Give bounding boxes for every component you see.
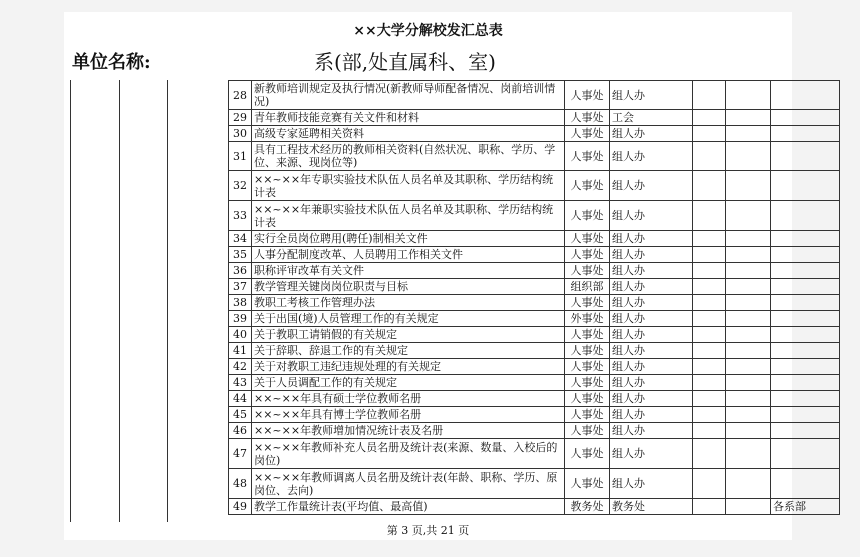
- responsible-unit-cell: 组人办: [610, 81, 693, 110]
- table-row: [229, 311, 840, 327]
- extra-cell-1: [693, 201, 726, 231]
- responsible-unit-cell: 教务处: [610, 499, 693, 515]
- extra-cell-1: [693, 231, 726, 247]
- table-row: [229, 327, 840, 343]
- table-row: [229, 343, 840, 359]
- extra-cell-2: [726, 81, 771, 110]
- extra-cell-3: [771, 375, 840, 391]
- extra-cell-1: [693, 295, 726, 311]
- unit-name-label: 单位名称:: [72, 52, 151, 73]
- document-name-cell: ××~××年专职实验技术队伍人员名单及其职称、学历结构统计表: [252, 171, 565, 201]
- lead-department-cell: 人事处: [565, 343, 610, 359]
- extra-cell-2: [726, 295, 771, 311]
- lead-department-cell: 人事处: [565, 391, 610, 407]
- lead-department-cell: 人事处: [565, 171, 610, 201]
- row-number-cell: 45: [229, 407, 252, 423]
- extra-cell-1: [693, 391, 726, 407]
- responsible-unit-cell: 组人办: [610, 359, 693, 375]
- responsible-unit-cell: 组人办: [610, 343, 693, 359]
- responsible-unit-cell: 工会: [610, 110, 693, 126]
- document-name-cell: ××~××年教师补充人员名册及统计表(来源、数量、入校后的岗位): [252, 439, 565, 469]
- responsible-unit-cell: 组人办: [610, 391, 693, 407]
- row-number-cell: 40: [229, 327, 252, 343]
- responsible-unit-cell: 组人办: [610, 439, 693, 469]
- extra-cell-1: [693, 81, 726, 110]
- responsible-unit-cell: 组人办: [610, 171, 693, 201]
- extra-cell-1: [693, 469, 726, 499]
- extra-cell-2: [726, 263, 771, 279]
- extra-cell-1: [693, 126, 726, 142]
- extra-cell-3: [771, 110, 840, 126]
- responsible-unit-cell: 组人办: [610, 142, 693, 171]
- table-row: [229, 110, 840, 126]
- extra-cell-1: [693, 359, 726, 375]
- document-name-cell: 人事分配制度改革、人员聘用工作相关文件: [252, 247, 565, 263]
- lead-department-cell: 人事处: [565, 327, 610, 343]
- extra-cell-3: [771, 469, 840, 499]
- extra-cell-3: [771, 126, 840, 142]
- extra-cell-2: [726, 110, 771, 126]
- extra-cell-2: [726, 231, 771, 247]
- row-number-cell: 38: [229, 295, 252, 311]
- extra-cell-2: [726, 171, 771, 201]
- table-row: [229, 469, 840, 499]
- extra-cell-3: [771, 327, 840, 343]
- extra-cell-3: [771, 81, 840, 110]
- lead-department-cell: 人事处: [565, 375, 610, 391]
- summary-table: [228, 80, 840, 515]
- row-number-cell: 49: [229, 499, 252, 515]
- unit-name-value: 系(部,处直属科、室): [314, 50, 496, 74]
- extra-cell-2: [726, 375, 771, 391]
- lead-department-cell: 人事处: [565, 110, 610, 126]
- table-row: [229, 263, 840, 279]
- extra-cell-1: [693, 279, 726, 295]
- extra-cell-3: [771, 311, 840, 327]
- responsible-unit-cell: 组人办: [610, 311, 693, 327]
- lead-department-cell: 人事处: [565, 407, 610, 423]
- extra-cell-2: [726, 439, 771, 469]
- extra-cell-3: [771, 423, 840, 439]
- extra-cell-1: [693, 423, 726, 439]
- lead-department-cell: 人事处: [565, 295, 610, 311]
- document-name-cell: 高级专家延聘相关资料: [252, 126, 565, 142]
- document-name-cell: ××~××年教师调离人员名册及统计表(年龄、职称、学历、原岗位、去向): [252, 469, 565, 499]
- row-number-cell: 37: [229, 279, 252, 295]
- table-row: [229, 142, 840, 171]
- lead-department-cell: 人事处: [565, 142, 610, 171]
- extra-cell-3: [771, 407, 840, 423]
- document-name-cell: 新教师培训规定及执行情况(新教师导师配备情况、岗前培训情况): [252, 81, 565, 110]
- row-number-cell: 44: [229, 391, 252, 407]
- document-name-cell: ××~××年具有博士学位教师名册: [252, 407, 565, 423]
- table-row: [229, 171, 840, 201]
- lead-department-cell: 人事处: [565, 126, 610, 142]
- table-row: [229, 499, 840, 515]
- responsible-unit-cell: 组人办: [610, 279, 693, 295]
- lead-department-cell: 人事处: [565, 469, 610, 499]
- document-name-cell: 实行全员岗位聘用(聘任)制相关文件: [252, 231, 565, 247]
- extra-cell-2: [726, 391, 771, 407]
- document-name-cell: ××~××年具有硕士学位教师名册: [252, 391, 565, 407]
- row-number-cell: 39: [229, 311, 252, 327]
- page-footer: 第 3 页,共 21 页: [386, 524, 470, 537]
- row-number-cell: 35: [229, 247, 252, 263]
- extra-cell-1: [693, 327, 726, 343]
- document-name-cell: 教学管理关键岗岗位职责与目标: [252, 279, 565, 295]
- document-name-cell: ××~××年教师增加情况统计表及名册: [252, 423, 565, 439]
- extra-cell-1: [693, 171, 726, 201]
- table-row: [229, 407, 840, 423]
- extra-cell-3: [771, 343, 840, 359]
- lead-department-cell: 教务处: [565, 499, 610, 515]
- lead-department-cell: 人事处: [565, 263, 610, 279]
- row-number-cell: 30: [229, 126, 252, 142]
- extra-cell-3: [771, 439, 840, 469]
- lead-department-cell: 人事处: [565, 423, 610, 439]
- left-column-divider: [167, 80, 168, 522]
- extra-cell-3: [771, 201, 840, 231]
- row-number-cell: 42: [229, 359, 252, 375]
- row-number-cell: 36: [229, 263, 252, 279]
- row-number-cell: 28: [229, 81, 252, 110]
- row-number-cell: 46: [229, 423, 252, 439]
- responsible-unit-cell: 组人办: [610, 126, 693, 142]
- row-number-cell: 33: [229, 201, 252, 231]
- document-name-cell: ××~××年兼职实验技术队伍人员名单及其职称、学历结构统计表: [252, 201, 565, 231]
- responsible-unit-cell: 组人办: [610, 407, 693, 423]
- extra-cell-2: [726, 201, 771, 231]
- table-row: [229, 126, 840, 142]
- extra-cell-3: 各系部: [771, 499, 840, 515]
- extra-cell-3: [771, 171, 840, 201]
- lead-department-cell: 组织部: [565, 279, 610, 295]
- lead-department-cell: 人事处: [565, 201, 610, 231]
- responsible-unit-cell: 组人办: [610, 327, 693, 343]
- document-name-cell: 教学工作量统计表(平均值、最高值): [252, 499, 565, 515]
- responsible-unit-cell: 组人办: [610, 295, 693, 311]
- responsible-unit-cell: 组人办: [610, 469, 693, 499]
- row-number-cell: 48: [229, 469, 252, 499]
- extra-cell-1: [693, 407, 726, 423]
- left-columns-continuation: [70, 80, 229, 522]
- document-name-cell: 关于出国(境)人员管理工作的有关规定: [252, 311, 565, 327]
- extra-cell-2: [726, 247, 771, 263]
- extra-cell-1: [693, 439, 726, 469]
- document-name-cell: 关于教职工请销假的有关规定: [252, 327, 565, 343]
- row-number-cell: 43: [229, 375, 252, 391]
- table-row: [229, 201, 840, 231]
- responsible-unit-cell: 组人办: [610, 247, 693, 263]
- extra-cell-2: [726, 142, 771, 171]
- extra-cell-1: [693, 110, 726, 126]
- row-number-cell: 32: [229, 171, 252, 201]
- table-row: [229, 439, 840, 469]
- lead-department-cell: 人事处: [565, 247, 610, 263]
- extra-cell-2: [726, 499, 771, 515]
- extra-cell-1: [693, 142, 726, 171]
- extra-cell-1: [693, 247, 726, 263]
- lead-department-cell: 人事处: [565, 81, 610, 110]
- extra-cell-2: [726, 327, 771, 343]
- table-row: [229, 81, 840, 110]
- extra-cell-3: [771, 279, 840, 295]
- table-row: [229, 231, 840, 247]
- row-number-cell: 29: [229, 110, 252, 126]
- table-row: [229, 295, 840, 311]
- document-name-cell: 职称评审改革有关文件: [252, 263, 565, 279]
- extra-cell-2: [726, 311, 771, 327]
- extra-cell-1: [693, 343, 726, 359]
- extra-cell-3: [771, 231, 840, 247]
- extra-cell-1: [693, 263, 726, 279]
- extra-cell-2: [726, 359, 771, 375]
- extra-cell-2: [726, 407, 771, 423]
- table-row: [229, 359, 840, 375]
- extra-cell-1: [693, 311, 726, 327]
- extra-cell-2: [726, 469, 771, 499]
- extra-cell-2: [726, 343, 771, 359]
- extra-cell-1: [693, 375, 726, 391]
- document-name-cell: 关于对教职工违纪违规处理的有关规定: [252, 359, 565, 375]
- table-row: [229, 279, 840, 295]
- table-row: [229, 391, 840, 407]
- document-name-cell: 教职工考核工作管理办法: [252, 295, 565, 311]
- extra-cell-3: [771, 295, 840, 311]
- extra-cell-2: [726, 423, 771, 439]
- extra-cell-3: [771, 247, 840, 263]
- document-page: [64, 12, 806, 540]
- row-number-cell: 31: [229, 142, 252, 171]
- document-name-cell: 关于人员调配工作的有关规定: [252, 375, 565, 391]
- document-name-cell: 具有工程技术经历的教师相关资料(自然状况、职称、学历、学位、来源、现岗位等): [252, 142, 565, 171]
- extra-cell-3: [771, 142, 840, 171]
- lead-department-cell: 外事处: [565, 311, 610, 327]
- document-name-cell: 关于辞职、辞退工作的有关规定: [252, 343, 565, 359]
- lead-department-cell: 人事处: [565, 231, 610, 247]
- lead-department-cell: 人事处: [565, 359, 610, 375]
- responsible-unit-cell: 组人办: [610, 231, 693, 247]
- document-name-cell: 青年教师技能竞赛有关文件和材料: [252, 110, 565, 126]
- extra-cell-3: [771, 263, 840, 279]
- document-title: ××大学分解校发汇总表: [353, 23, 503, 39]
- extra-cell-1: [693, 499, 726, 515]
- responsible-unit-cell: 组人办: [610, 263, 693, 279]
- table-row: [229, 375, 840, 391]
- table-row: [229, 423, 840, 439]
- extra-cell-3: [771, 359, 840, 375]
- responsible-unit-cell: 组人办: [610, 201, 693, 231]
- extra-cell-2: [726, 279, 771, 295]
- responsible-unit-cell: 组人办: [610, 423, 693, 439]
- responsible-unit-cell: 组人办: [610, 375, 693, 391]
- row-number-cell: 47: [229, 439, 252, 469]
- left-column-divider: [119, 80, 120, 522]
- row-number-cell: 34: [229, 231, 252, 247]
- lead-department-cell: 人事处: [565, 439, 610, 469]
- row-number-cell: 41: [229, 343, 252, 359]
- extra-cell-3: [771, 391, 840, 407]
- extra-cell-2: [726, 126, 771, 142]
- table-row: [229, 247, 840, 263]
